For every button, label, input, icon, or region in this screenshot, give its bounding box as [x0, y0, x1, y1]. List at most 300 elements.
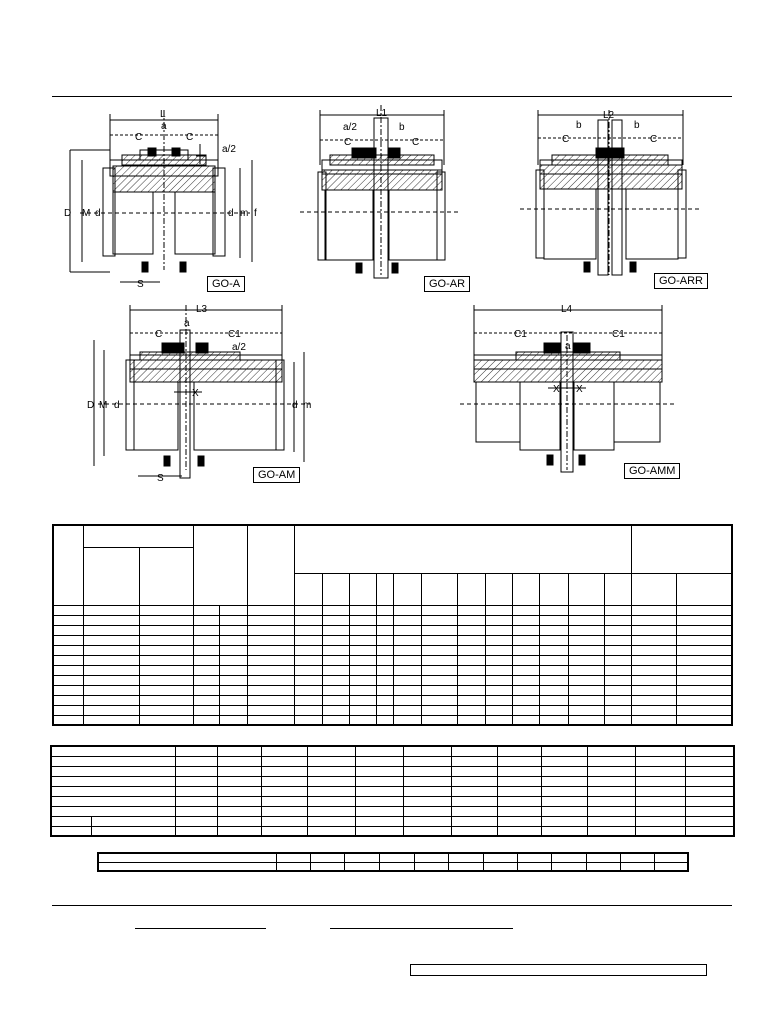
table-cell	[277, 862, 311, 871]
table-cell	[513, 615, 540, 625]
table-cell	[277, 853, 311, 862]
table-cell	[486, 715, 513, 725]
table-cell	[486, 665, 513, 675]
table-cell	[349, 605, 376, 615]
table-cell	[175, 746, 217, 756]
table-cell	[53, 635, 83, 645]
drawing-go-ar	[300, 105, 460, 278]
table-cell	[376, 715, 393, 725]
table-cell	[540, 615, 568, 625]
table-cell	[349, 625, 376, 635]
table-cell	[497, 756, 541, 766]
dim-label: b	[399, 122, 405, 133]
table-cell	[677, 573, 732, 605]
drawing-go-amm	[460, 305, 675, 472]
table-cell	[422, 625, 458, 635]
table-cell	[551, 853, 586, 862]
table-cell	[458, 635, 486, 645]
table-row	[51, 756, 734, 766]
table-cell	[458, 695, 486, 705]
table-cell	[568, 573, 604, 605]
table-cell	[376, 675, 393, 685]
table-cell	[307, 786, 355, 796]
table-cell	[307, 796, 355, 806]
table-cell	[322, 615, 349, 625]
table-cell	[422, 685, 458, 695]
table-cell	[83, 525, 193, 547]
table-cell	[294, 573, 322, 605]
table-cell	[677, 615, 732, 625]
table-row	[51, 786, 734, 796]
table-cell	[248, 705, 294, 715]
table-cell	[458, 665, 486, 675]
table-cell	[568, 695, 604, 705]
table-cell	[51, 756, 175, 766]
drawing-go-a	[70, 110, 252, 282]
table-cell	[540, 715, 568, 725]
table-cell	[322, 695, 349, 705]
table-cell	[422, 715, 458, 725]
dim-label: b	[576, 120, 582, 131]
table-cell	[376, 615, 393, 625]
table-cell	[497, 826, 541, 836]
table-cell	[194, 635, 220, 645]
table-cell	[587, 776, 635, 786]
table-cell	[217, 776, 261, 786]
table-cell	[175, 756, 217, 766]
table-cell	[458, 625, 486, 635]
spec-table	[50, 745, 735, 837]
table-cell	[322, 665, 349, 675]
table-cell	[541, 796, 587, 806]
table-cell	[635, 746, 685, 756]
table-cell	[497, 776, 541, 786]
table-cell	[497, 786, 541, 796]
table-cell	[458, 705, 486, 715]
table-cell	[139, 665, 193, 675]
table-cell	[635, 776, 685, 786]
table-cell	[483, 862, 517, 871]
table-cell	[248, 715, 294, 725]
table-cell	[294, 675, 322, 685]
table-cell	[307, 806, 355, 816]
table-row	[51, 776, 734, 786]
table-cell	[568, 635, 604, 645]
table-cell	[631, 635, 676, 645]
table-row	[98, 862, 688, 871]
table-cell	[393, 645, 421, 655]
table-cell	[53, 705, 83, 715]
table-cell	[540, 645, 568, 655]
tag-go-ar: GO-AR	[424, 276, 470, 292]
summary-table-rows	[98, 853, 688, 871]
table-cell	[83, 635, 139, 645]
table-cell	[51, 816, 91, 826]
table-cell	[294, 685, 322, 695]
table-cell	[403, 816, 451, 826]
dim-label: b	[634, 120, 640, 131]
table-cell	[194, 625, 220, 635]
table-cell	[677, 635, 732, 645]
dim-label: X	[553, 384, 560, 395]
table-row	[53, 695, 732, 705]
table-cell	[83, 547, 139, 605]
table-cell	[541, 816, 587, 826]
table-cell	[51, 776, 175, 786]
table-cell	[513, 685, 540, 695]
table-cell	[194, 695, 220, 705]
dimension-table-body	[53, 525, 732, 605]
table-cell	[541, 786, 587, 796]
table-cell	[677, 625, 732, 635]
table-cell	[322, 715, 349, 725]
table-cell	[175, 776, 217, 786]
table-cell	[621, 853, 655, 862]
dim-label: f	[254, 208, 257, 219]
table-cell	[513, 605, 540, 615]
table-cell	[393, 695, 421, 705]
table-cell	[349, 675, 376, 685]
table-cell	[685, 766, 734, 776]
table-cell	[422, 605, 458, 615]
table-cell	[635, 816, 685, 826]
table-cell	[451, 806, 497, 816]
table-cell	[685, 816, 734, 826]
table-cell	[53, 645, 83, 655]
table-cell	[248, 635, 294, 645]
table-cell	[513, 655, 540, 665]
table-cell	[458, 605, 486, 615]
table-row	[53, 635, 732, 645]
drawing-go-am	[94, 305, 310, 478]
table-cell	[631, 695, 676, 705]
table-cell	[635, 806, 685, 816]
table-cell	[540, 705, 568, 715]
table-cell	[294, 615, 322, 625]
dim-label: L	[160, 109, 166, 120]
table-cell	[486, 655, 513, 665]
table-cell	[261, 766, 307, 776]
dim-label: M	[99, 400, 108, 411]
table-cell	[587, 862, 621, 871]
table-cell	[486, 705, 513, 715]
table-cell	[51, 786, 175, 796]
dim-label: a/2	[343, 122, 357, 133]
table-cell	[349, 715, 376, 725]
table-cell	[217, 756, 261, 766]
table-cell	[345, 862, 380, 871]
table-cell	[307, 816, 355, 826]
table-cell	[294, 655, 322, 665]
table-cell	[604, 695, 631, 705]
table-cell	[393, 685, 421, 695]
table-cell	[83, 605, 139, 615]
table-cell	[604, 645, 631, 655]
table-cell	[422, 635, 458, 645]
table-cell	[53, 605, 83, 615]
table-row	[53, 605, 732, 615]
table-cell	[91, 826, 175, 836]
table-cell	[541, 766, 587, 776]
dim-label: C	[186, 132, 194, 143]
table-cell	[175, 766, 217, 776]
table-cell	[458, 655, 486, 665]
table-cell	[194, 715, 220, 725]
table-cell	[248, 685, 294, 695]
table-cell	[393, 605, 421, 615]
table-cell	[175, 806, 217, 816]
table-cell	[451, 786, 497, 796]
table-cell	[194, 655, 220, 665]
table-cell	[217, 826, 261, 836]
table-cell	[322, 635, 349, 645]
table-cell	[422, 645, 458, 655]
table-cell	[322, 645, 349, 655]
table-cell	[139, 685, 193, 695]
table-cell	[83, 655, 139, 665]
table-cell	[587, 786, 635, 796]
table-cell	[261, 806, 307, 816]
table-cell	[380, 853, 414, 862]
dim-label: L1	[376, 108, 388, 119]
table-cell	[422, 665, 458, 675]
table-cell	[355, 766, 403, 776]
table-cell	[513, 665, 540, 675]
table-cell	[568, 675, 604, 685]
table-cell	[393, 705, 421, 715]
table-cell	[513, 573, 540, 605]
table-cell	[677, 605, 732, 615]
table-cell	[380, 862, 414, 871]
table-cell	[486, 685, 513, 695]
dimension-table-rows	[53, 605, 732, 725]
table-cell	[139, 695, 193, 705]
table-cell	[568, 685, 604, 695]
table-cell	[83, 715, 139, 725]
table-cell	[568, 615, 604, 625]
table-cell	[53, 695, 83, 705]
table-cell	[307, 776, 355, 786]
table-cell	[403, 766, 451, 776]
table-cell	[345, 853, 380, 862]
table-cell	[541, 756, 587, 766]
table-cell	[83, 645, 139, 655]
table-cell	[175, 786, 217, 796]
table-cell	[175, 826, 217, 836]
table-cell	[53, 525, 83, 605]
spec-table-rows	[51, 746, 734, 836]
table-cell	[194, 525, 248, 605]
dim-label: m	[240, 208, 249, 219]
table-cell	[220, 605, 248, 615]
table-cell	[194, 665, 220, 675]
table-cell	[294, 665, 322, 675]
table-cell	[631, 645, 676, 655]
dim-label: C1	[612, 329, 625, 340]
table-cell	[621, 862, 655, 871]
table-cell	[53, 675, 83, 685]
table-cell	[458, 615, 486, 625]
dim-label: D	[64, 208, 72, 219]
table-cell	[322, 705, 349, 715]
table-cell	[376, 605, 393, 615]
table-cell	[139, 625, 193, 635]
dim-label: C1	[514, 329, 527, 340]
table-cell	[355, 776, 403, 786]
table-cell	[541, 746, 587, 756]
table-cell	[685, 826, 734, 836]
table-cell	[83, 685, 139, 695]
table-cell	[655, 862, 688, 871]
table-cell	[403, 796, 451, 806]
table-cell	[294, 605, 322, 615]
table-cell	[217, 746, 261, 756]
table-cell	[631, 675, 676, 685]
table-cell	[422, 675, 458, 685]
table-cell	[631, 665, 676, 675]
table-cell	[53, 665, 83, 675]
table-cell	[194, 615, 220, 625]
table-cell	[604, 635, 631, 645]
table-cell	[53, 625, 83, 635]
table-cell	[349, 573, 376, 605]
table-cell	[677, 665, 732, 675]
table-cell	[220, 635, 248, 645]
table-cell	[422, 615, 458, 625]
dim-label: C	[135, 132, 143, 143]
table-cell	[513, 635, 540, 645]
table-cell	[635, 786, 685, 796]
table-cell	[541, 776, 587, 786]
table-cell	[51, 796, 175, 806]
dim-label: L2	[603, 110, 615, 121]
dim-label: C1	[228, 329, 241, 340]
table-cell	[53, 655, 83, 665]
table-cell	[261, 756, 307, 766]
table-cell	[422, 695, 458, 705]
table-cell	[497, 766, 541, 776]
table-cell	[220, 615, 248, 625]
table-cell	[604, 665, 631, 675]
table-cell	[604, 685, 631, 695]
table-cell	[355, 756, 403, 766]
table-cell	[355, 826, 403, 836]
table-cell	[451, 766, 497, 776]
table-cell	[261, 776, 307, 786]
table-row	[53, 685, 732, 695]
table-cell	[451, 756, 497, 766]
table-cell	[541, 806, 587, 816]
dim-label: a/2	[222, 144, 236, 155]
table-cell	[322, 573, 349, 605]
table-cell	[393, 573, 421, 605]
table-cell	[513, 715, 540, 725]
table-cell	[458, 715, 486, 725]
dim-label: C	[412, 137, 420, 148]
table-cell	[83, 705, 139, 715]
drawing-go-arr	[520, 110, 700, 275]
table-cell	[139, 715, 193, 725]
table-cell	[98, 853, 277, 862]
table-cell	[261, 826, 307, 836]
table-cell	[604, 655, 631, 665]
table-cell	[631, 705, 676, 715]
table-cell	[349, 695, 376, 705]
table-cell	[220, 705, 248, 715]
dim-label: L4	[561, 304, 573, 315]
dim-label: C	[562, 134, 570, 145]
table-cell	[349, 615, 376, 625]
table-row	[51, 816, 734, 826]
table-cell	[451, 826, 497, 836]
table-cell	[685, 786, 734, 796]
table-cell	[486, 615, 513, 625]
table-cell	[587, 806, 635, 816]
table-cell	[685, 746, 734, 756]
table-cell	[635, 756, 685, 766]
table-cell	[458, 645, 486, 655]
table-cell	[685, 796, 734, 806]
table-cell	[448, 853, 483, 862]
table-row	[98, 853, 688, 862]
table-row	[53, 715, 732, 725]
table-row	[51, 796, 734, 806]
table-cell	[540, 635, 568, 645]
table-cell	[83, 675, 139, 685]
table-cell	[220, 675, 248, 685]
dim-label: S	[137, 279, 144, 290]
table-cell	[322, 685, 349, 695]
table-cell	[677, 685, 732, 695]
dim-label: X	[192, 388, 199, 399]
table-row	[53, 675, 732, 685]
dim-label: C	[344, 137, 352, 148]
table-cell	[458, 675, 486, 685]
caption-box	[410, 964, 707, 976]
table-cell	[248, 525, 294, 605]
table-cell	[217, 806, 261, 816]
table-cell	[393, 625, 421, 635]
table-cell	[349, 655, 376, 665]
footer-rule	[52, 905, 732, 906]
table-cell	[568, 645, 604, 655]
table-cell	[248, 695, 294, 705]
table-cell	[248, 605, 294, 615]
table-cell	[677, 645, 732, 655]
table-cell	[540, 685, 568, 695]
dim-label: d	[228, 208, 234, 219]
table-cell	[349, 685, 376, 695]
table-cell	[540, 655, 568, 665]
table-cell	[403, 806, 451, 816]
table-cell	[83, 665, 139, 675]
table-cell	[486, 675, 513, 685]
table-cell	[458, 573, 486, 605]
table-cell	[355, 806, 403, 816]
table-cell	[294, 705, 322, 715]
table-cell	[376, 655, 393, 665]
table-cell	[677, 675, 732, 685]
table-cell	[261, 786, 307, 796]
dimension-table	[52, 524, 733, 726]
table-cell	[587, 826, 635, 836]
table-cell	[513, 675, 540, 685]
table-cell	[139, 635, 193, 645]
table-cell	[175, 816, 217, 826]
table-cell	[513, 695, 540, 705]
dim-label: d	[292, 400, 298, 411]
table-cell	[631, 525, 732, 573]
